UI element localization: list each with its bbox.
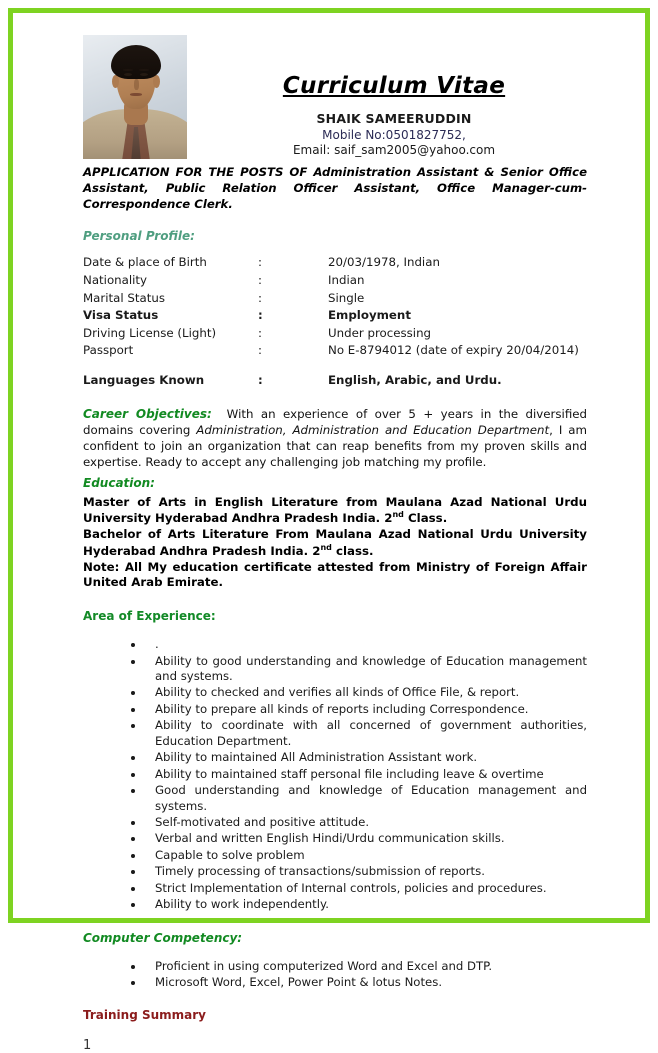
detail-value: Under processing	[328, 325, 432, 340]
photo-eyebrow-left	[123, 69, 133, 71]
education-note: Note: All My education certificate attested from Ministry of Foreign Affair United Arab Emirate.	[83, 559, 587, 590]
detail-separator: :	[258, 308, 263, 323]
list-item: Ability to coordinate with all concerned of government authorities, Education Department.	[129, 718, 587, 749]
education-entry-superscript: nd	[392, 510, 404, 520]
list-item: Proficient in using computerized Word and Excel and DTP.	[129, 959, 587, 974]
education-entry-superscript: nd	[320, 542, 332, 552]
list-item: Ability to good understanding and knowledge of Education management and systems.	[129, 654, 587, 685]
candidate-name: SHAIK SAMEERUDDIN	[316, 111, 472, 126]
candidate-mobile: Mobile No:0501827752,	[322, 128, 466, 142]
cv-page	[8, 8, 650, 1053]
photo-mouth	[130, 93, 142, 96]
list-item: Microsoft Word, Excel, Power Point & lotus Notes.	[129, 975, 587, 990]
section-heading-area-of-experience: Area of Experience:	[83, 609, 216, 624]
detail-separator: :	[258, 325, 262, 340]
photo-eye-left	[124, 73, 132, 76]
detail-separator: :	[258, 343, 262, 358]
list-item: Self-motivated and positive attitude.	[129, 815, 587, 830]
detail-label: Marital Status	[83, 290, 166, 305]
table-row	[83, 273, 579, 291]
education-entry-post: Class.	[403, 511, 448, 526]
list-item: Ability to maintained staff personal file including leave & overtime	[129, 767, 587, 782]
list-item: Ability to prepare all kinds of reports including Correspondence.	[129, 702, 587, 717]
list-item: .	[129, 637, 587, 652]
personal-details-body	[83, 255, 579, 390]
section-heading-personal-profile: Personal Profile:	[83, 229, 195, 244]
education-entry-post: class.	[331, 543, 374, 558]
section-heading-computer-competency: Computer Competency:	[83, 930, 243, 945]
detail-value: Single	[328, 290, 365, 305]
education-entry	[83, 527, 587, 560]
section-heading-education: Education:	[83, 475, 155, 490]
section-heading-training-summary: Training Summary	[83, 1008, 206, 1023]
table-row	[83, 343, 579, 361]
detail-separator: :	[258, 290, 262, 305]
detail-label: Date & place of Birth	[83, 255, 207, 270]
candidate-email: Email: saif_sam2005@yahoo.com	[292, 143, 496, 157]
list-item: Ability to work independently.	[129, 897, 587, 912]
page-title: Curriculum Vitae	[282, 73, 506, 99]
list-item: Verbal and written English Hindi/Urdu communication skills.	[129, 831, 587, 846]
photo-eye-right	[140, 73, 148, 76]
list-item: Strict Implementation of Internal controls, policies and procedures.	[129, 881, 587, 896]
detail-value: No E-8794012 (date of expiry 20/04/2014)	[328, 343, 579, 358]
photo-eyebrow-right	[139, 69, 149, 71]
computer-competency-list	[83, 959, 587, 991]
spacer-cell	[328, 361, 579, 373]
list-item: Timely processing of transactions/submission of reports.	[129, 864, 587, 879]
photo-ear-right	[153, 75, 160, 88]
detail-separator: :	[258, 272, 262, 287]
education-heading-wrap	[83, 472, 587, 491]
career-objectives-paragraph	[83, 406, 587, 470]
education-entry-pre: Bachelor of Arts Literature From Maulana Azad National Urdu University Hyderabad Andhra Pradesh India. 2	[83, 527, 587, 558]
detail-value: Indian	[328, 272, 365, 287]
detail-label: Driving License (Light)	[83, 325, 217, 340]
detail-value: English, Arabic, and Urdu.	[328, 372, 502, 387]
application-statement: APPLICATION FOR THE POSTS OF Administration Assistant & Senior Office Assistant, Public Relation Officer Assistant, Office Manager-cum-Correspondence Clerk.	[83, 165, 587, 211]
table-row	[83, 291, 579, 309]
list-item: Good understanding and knowledge of Education management and systems.	[129, 783, 587, 814]
table-spacer-row	[83, 361, 579, 373]
career-objectives-text-after: , I am confident to join an organization that can reap benefits from my proven skills and expertise. Ready to accept any challenging job matching my profile.	[83, 423, 587, 469]
detail-value: Employment	[328, 308, 411, 323]
spacer-cell	[258, 361, 328, 373]
detail-label: Visa Status	[83, 308, 159, 323]
table-row	[83, 373, 579, 391]
table-row	[83, 326, 579, 344]
detail-label: Nationality	[83, 272, 148, 287]
page-number: 1	[83, 1038, 92, 1053]
detail-label: Passport	[83, 343, 134, 358]
table-row	[83, 255, 579, 273]
cv-header	[83, 23, 587, 163]
cv-content	[13, 13, 645, 1053]
list-item: Ability to checked and verifies all kinds of Office File, & report.	[129, 685, 587, 700]
detail-label: Languages Known	[83, 372, 205, 387]
detail-separator: :	[258, 255, 262, 270]
table-row	[83, 308, 579, 326]
personal-details-table	[83, 255, 579, 390]
list-item: Ability to maintained All Administration Assistant work.	[129, 750, 587, 765]
spacer-cell	[83, 361, 258, 373]
candidate-photo	[83, 35, 187, 159]
detail-separator: :	[258, 372, 263, 387]
photo-hair	[111, 45, 161, 79]
area-of-experience-list	[83, 637, 587, 912]
list-item: Capable to solve problem	[129, 848, 587, 863]
section-heading-career-objectives: Career Objectives:	[83, 407, 212, 422]
education-entry	[83, 495, 587, 528]
career-objectives-text-italic: Administration, Administration and Education Department	[196, 423, 550, 438]
education-entry-pre: Master of Arts in English Literature from Maulana Azad National Urdu University Hyderabad Andhra Pradesh India. 2	[83, 494, 587, 526]
detail-value: 20/03/1978, Indian	[328, 255, 440, 270]
career-objectives-text-before: With an experience of over 5 + years in the diversified domains covering	[83, 407, 587, 438]
title-block	[201, 23, 587, 157]
photo-nose	[134, 79, 139, 90]
